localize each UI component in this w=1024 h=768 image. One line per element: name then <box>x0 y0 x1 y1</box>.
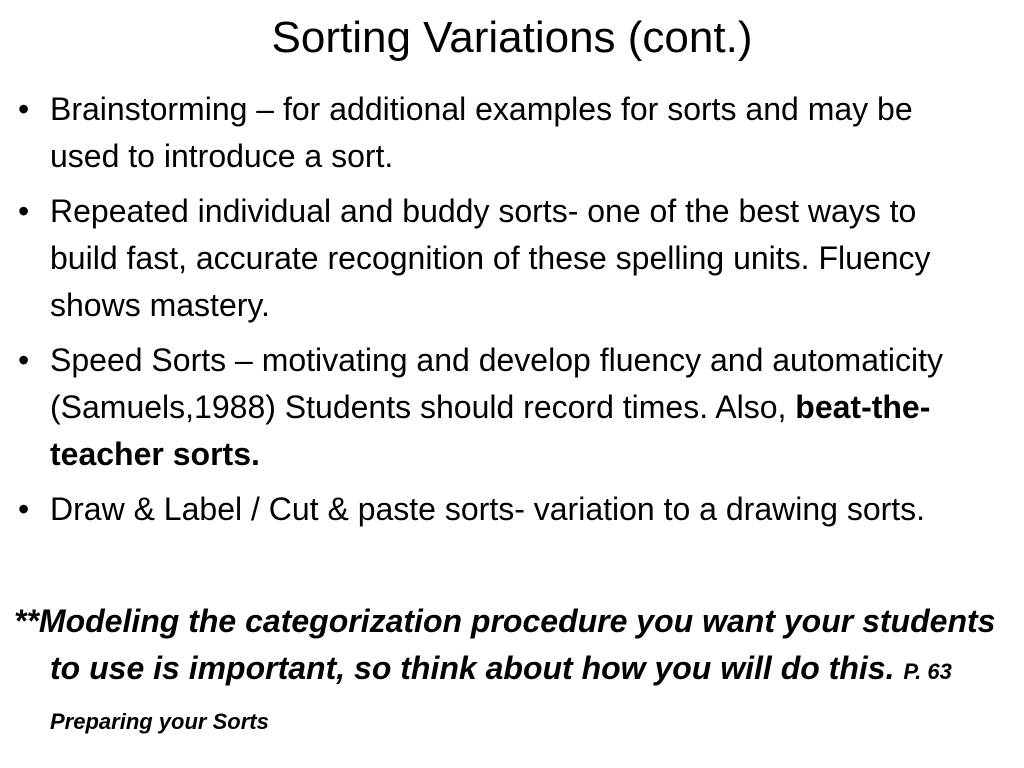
bullet-item-brainstorming <box>18 86 978 180</box>
bullet-text: Draw & Label / Cut & paste sorts- variation to a drawing sorts. <box>50 491 926 527</box>
bullet-dot-icon: • <box>18 491 30 527</box>
bullet-text: Repeated individual and buddy sorts- one of the best ways to build fast, accurate recognition of these spelling units. Fluency shows mastery. <box>50 193 931 323</box>
bullet-text: Brainstorming – for additional examples for sorts and may be used to introduce a sort. <box>50 91 913 174</box>
bullet-bold-text: beat-the-teacher sorts. <box>50 389 931 472</box>
note-text: **Modeling the categorization procedure you want your students to use is important, so think about how you will do this. <box>14 603 996 686</box>
bullet-list <box>18 86 978 541</box>
bullet-dot-icon: • <box>18 193 30 229</box>
modeling-note <box>14 598 1020 745</box>
bullet-item-speed-sorts <box>18 337 978 478</box>
bullet-dot-icon: • <box>18 91 30 127</box>
bullet-item-draw-label <box>18 486 978 533</box>
bullet-text: Speed Sorts – motivating and develop fluency and automaticity (Samuels,1988) Students should record times. Also, <box>50 342 943 425</box>
bullet-dot-icon: • <box>18 342 30 378</box>
page-reference: P. 63 Preparing your Sorts <box>50 659 952 734</box>
slide-title: Sorting Variations (cont.) <box>271 13 753 62</box>
bullet-item-repeated-sorts <box>18 188 978 329</box>
